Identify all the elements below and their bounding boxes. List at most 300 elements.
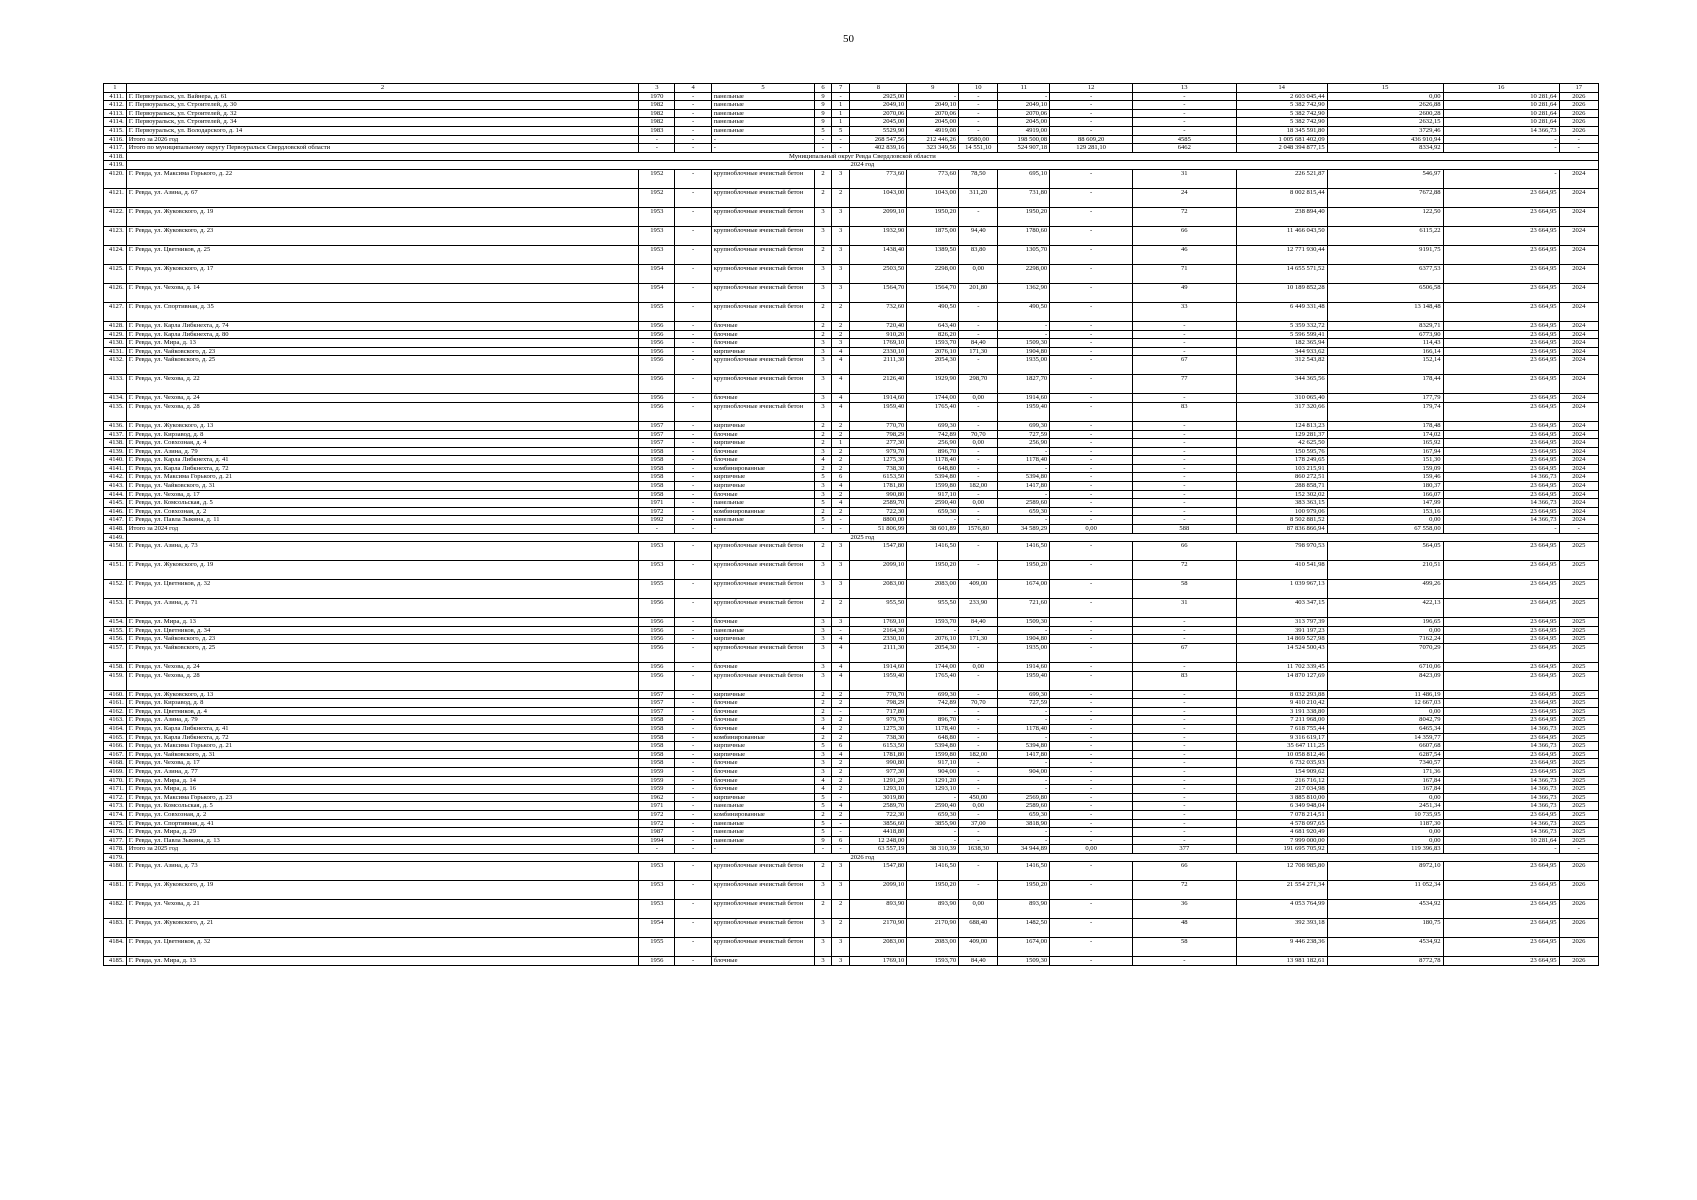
cell-yr: 2025	[1559, 819, 1598, 828]
cell-cost: 191 695 705,92	[1236, 845, 1327, 854]
cell-s5: -	[1050, 375, 1133, 394]
cell-s3: -	[959, 690, 998, 699]
cell-p: 4	[831, 482, 850, 491]
cell-s4: -	[998, 836, 1050, 845]
table-row	[104, 245, 1599, 264]
cell-r: -	[1133, 321, 1237, 330]
cell-s1: 1275,30	[850, 724, 907, 733]
cell-s1: 738,30	[850, 733, 907, 742]
cell-cost: 21 554 271,34	[1236, 881, 1327, 900]
cell-lim: 23 664,95	[1443, 881, 1559, 900]
cell-n: 4132.	[104, 356, 127, 375]
cell-pm: 2626,88	[1327, 101, 1443, 110]
cell-n: 4161.	[104, 699, 127, 708]
cell-f: 3	[815, 767, 832, 776]
cell-a: Г. Ревда, ул. Цветников, д. 34	[126, 626, 638, 635]
cell-s2: -	[907, 92, 959, 101]
cell-f: 5	[815, 742, 832, 751]
cell-s3: 84,40	[959, 339, 998, 348]
cell-s2: 2054,30	[907, 356, 959, 375]
column-number-cell: 10	[959, 84, 998, 93]
cell-s2: 2076,10	[907, 635, 959, 644]
cell-m: крупноблочные ячеистый бетон	[711, 862, 815, 881]
cell-y: 1958	[639, 750, 675, 759]
cell-a: Г. Ревда, ул. Азина, д. 67	[126, 188, 638, 207]
cell-yr: 2024	[1559, 430, 1598, 439]
cell-yr: 2025	[1559, 785, 1598, 794]
cell-p: 2	[831, 456, 850, 465]
cell-f: 9	[815, 118, 832, 127]
cell-e: -	[675, 663, 711, 672]
column-number-row	[104, 84, 1599, 93]
cell-n: 4167.	[104, 750, 127, 759]
cell-a: Г. Ревда, ул. Цветников, д. 25	[126, 245, 638, 264]
cell-f: 5	[815, 828, 832, 837]
cell-n: 4155.	[104, 626, 127, 635]
cell-r: 588	[1133, 525, 1237, 534]
cell-s2: 773,60	[907, 169, 959, 188]
cell-p: 3	[831, 862, 850, 881]
cell-m: крупноблочные ячеистый бетон	[711, 938, 815, 957]
cell-y: 1972	[639, 507, 675, 516]
cell-y: 1956	[639, 356, 675, 375]
cell-lim: 23 664,95	[1443, 402, 1559, 421]
cell-pm: 151,30	[1327, 456, 1443, 465]
cell-s1: 910,20	[850, 330, 907, 339]
cell-s2: 659,30	[907, 507, 959, 516]
cell-r: -	[1133, 707, 1237, 716]
cell-p: 4	[831, 750, 850, 759]
cell-yr: 2025	[1559, 618, 1598, 627]
table-row	[104, 135, 1599, 144]
cell-s4: 3818,90	[998, 819, 1050, 828]
cell-yr: 2024	[1559, 207, 1598, 226]
cell-s4: 1417,80	[998, 482, 1050, 491]
cell-r: -	[1133, 759, 1237, 768]
cell-n: 4172.	[104, 793, 127, 802]
cell-r: -	[1133, 793, 1237, 802]
cell-pm: 422,13	[1327, 599, 1443, 618]
table-body	[104, 84, 1599, 966]
cell-s5: -	[1050, 101, 1133, 110]
cell-r: -	[1133, 819, 1237, 828]
cell-e: -	[675, 447, 711, 456]
cell-yr: 2025	[1559, 793, 1598, 802]
cell-s3: -	[959, 724, 998, 733]
cell-r: 66	[1133, 862, 1237, 881]
cell-s1: 2925,00	[850, 92, 907, 101]
cell-a: Г. Ревда, ул. Цветников, д. 32	[126, 938, 638, 957]
cell-n: 4126.	[104, 283, 127, 302]
cell-s1: 2330,10	[850, 347, 907, 356]
cell-a: Г. Ревда, ул. Азина, д. 79	[126, 716, 638, 725]
cell-s1: 6153,50	[850, 473, 907, 482]
cell-e: -	[675, 109, 711, 118]
cell-m: крупноблочные ячеистый бетон	[711, 402, 815, 421]
cell-m: комбинированные	[711, 507, 815, 516]
cell-a: Г. Ревда, ул. Чайковского, д. 23	[126, 347, 638, 356]
cell-s2: -	[907, 707, 959, 716]
cell-lim: 23 664,95	[1443, 245, 1559, 264]
cell-p: 6	[831, 473, 850, 482]
cell-m: крупноблочные ячеистый бетон	[711, 580, 815, 599]
cell-s5: -	[1050, 109, 1133, 118]
cell-y: -	[639, 135, 675, 144]
cell-s3: -	[959, 776, 998, 785]
cell-e: -	[675, 542, 711, 561]
cell-a: Г. Ревда, ул. Азина, д. 77	[126, 767, 638, 776]
cell-s1: 2589,70	[850, 499, 907, 508]
cell-s1: 1769,10	[850, 618, 907, 627]
cell-cost: 860 272,51	[1236, 473, 1327, 482]
cell-p: 2	[831, 699, 850, 708]
housing-repair-table	[103, 83, 1599, 966]
cell-lim: 23 664,95	[1443, 394, 1559, 403]
cell-f: 3	[815, 957, 832, 966]
cell-r: 33	[1133, 302, 1237, 321]
cell-e: -	[675, 862, 711, 881]
cell-cost: 35 647 111,25	[1236, 742, 1327, 751]
cell-n: 4152.	[104, 580, 127, 599]
cell-s4: -	[998, 759, 1050, 768]
cell-cost: 3 191 338,80	[1236, 707, 1327, 716]
cell-yr: -	[1559, 135, 1598, 144]
cell-yr: 2024	[1559, 456, 1598, 465]
cell-f: 2	[815, 421, 832, 430]
cell-s4: -	[998, 330, 1050, 339]
cell-pm: 1187,30	[1327, 819, 1443, 828]
cell-r: 67	[1133, 356, 1237, 375]
cell-s3: 78,50	[959, 169, 998, 188]
cell-s2: 323 349,56	[907, 144, 959, 153]
column-number-cell: 9	[907, 84, 959, 93]
cell-m: кирпичные	[711, 439, 815, 448]
table-row	[104, 447, 1599, 456]
table-row	[104, 819, 1599, 828]
cell-r: 72	[1133, 561, 1237, 580]
cell-m: панельные	[711, 819, 815, 828]
cell-yr: 2026	[1559, 101, 1598, 110]
cell-a: Г. Ревда, ул. Мира, д. 13	[126, 957, 638, 966]
cell-p: 1	[831, 101, 850, 110]
cell-s4: 2589,60	[998, 802, 1050, 811]
cell-cost: 10 058 812,46	[1236, 750, 1327, 759]
cell-s1: 1769,10	[850, 339, 907, 348]
cell-s3: -	[959, 92, 998, 101]
cell-n: 4124.	[104, 245, 127, 264]
cell-n: 4154.	[104, 618, 127, 627]
table-row	[104, 402, 1599, 421]
cell-n: 4173.	[104, 802, 127, 811]
cell-s1: 1293,10	[850, 785, 907, 794]
cell-s5: -	[1050, 644, 1133, 663]
table-row	[104, 707, 1599, 716]
cell-r: 72	[1133, 881, 1237, 900]
cell-pm: 499,26	[1327, 580, 1443, 599]
cell-p: 2	[831, 724, 850, 733]
table-row	[104, 92, 1599, 101]
cell-s4: 699,30	[998, 690, 1050, 699]
cell-lim: 14 366,73	[1443, 473, 1559, 482]
cell-a: Г. Первоуральск, ул. Володарского, д. 14	[126, 126, 638, 135]
cell-p: 3	[831, 881, 850, 900]
cell-e: -	[675, 733, 711, 742]
cell-p: 2	[831, 430, 850, 439]
cell-cost: 6 449 331,48	[1236, 302, 1327, 321]
cell-r: -	[1133, 482, 1237, 491]
cell-a: Г. Ревда, ул. Чайковского, д. 25	[126, 644, 638, 663]
cell-s4: 1914,60	[998, 663, 1050, 672]
cell-f: 3	[815, 402, 832, 421]
cell-f: 2	[815, 690, 832, 699]
cell-s4: 1674,00	[998, 938, 1050, 957]
cell-pm: 8772,78	[1327, 957, 1443, 966]
cell-s3: 0,00	[959, 900, 998, 919]
cell-r: -	[1133, 92, 1237, 101]
cell-m: крупноблочные ячеистый бетон	[711, 188, 815, 207]
cell-s3: 14 551,10	[959, 144, 998, 153]
cell-lim: 23 664,95	[1443, 580, 1559, 599]
cell-s2: 2045,00	[907, 118, 959, 127]
column-number-cell: 7	[831, 84, 850, 93]
cell-e: -	[675, 321, 711, 330]
cell-pm: 166,07	[1327, 490, 1443, 499]
cell-r: -	[1133, 750, 1237, 759]
cell-s4: 699,30	[998, 421, 1050, 430]
cell-lim: 23 664,95	[1443, 430, 1559, 439]
cell-s1: 2083,00	[850, 580, 907, 599]
cell-pm: 0,00	[1327, 516, 1443, 525]
cell-lim: -	[1443, 525, 1559, 534]
cell-lim: 23 664,95	[1443, 283, 1559, 302]
cell-r: -	[1133, 109, 1237, 118]
cell-lim: 23 664,95	[1443, 938, 1559, 957]
cell-r: 58	[1133, 580, 1237, 599]
cell-r: -	[1133, 394, 1237, 403]
cell-p: 2	[831, 810, 850, 819]
cell-pm: 180,37	[1327, 482, 1443, 491]
cell-s1: 268 547,56	[850, 135, 907, 144]
cell-m: комбинированные	[711, 733, 815, 742]
table-row	[104, 456, 1599, 465]
cell-s2: -	[907, 626, 959, 635]
cell-p: 4	[831, 635, 850, 644]
cell-s1: 738,30	[850, 464, 907, 473]
cell-n: 4181.	[104, 881, 127, 900]
cell-cost: 150 595,76	[1236, 447, 1327, 456]
cell-yr: 2024	[1559, 421, 1598, 430]
cell-y: 1957	[639, 430, 675, 439]
cell-s2: 1765,40	[907, 671, 959, 690]
cell-cost: 4 681 920,49	[1236, 828, 1327, 837]
cell-s4: 904,00	[998, 767, 1050, 776]
table-row	[104, 776, 1599, 785]
cell-m: -	[711, 135, 815, 144]
cell-cost: 217 034,98	[1236, 785, 1327, 794]
cell-cost: 154 909,62	[1236, 767, 1327, 776]
section-title-cell: 2024 год	[126, 161, 1598, 170]
cell-pm: 159,09	[1327, 464, 1443, 473]
cell-s2: 648,80	[907, 733, 959, 742]
cell-s1: 773,60	[850, 169, 907, 188]
cell-p: 2	[831, 716, 850, 725]
cell-s5: -	[1050, 188, 1133, 207]
cell-e: -	[675, 716, 711, 725]
cell-r: -	[1133, 473, 1237, 482]
table-row	[104, 421, 1599, 430]
cell-e: -	[675, 690, 711, 699]
cell-s1: 955,50	[850, 599, 907, 618]
cell-pm: 122,50	[1327, 207, 1443, 226]
cell-cost: 5 596 599,41	[1236, 330, 1327, 339]
cell-cost: 5 382 742,90	[1236, 118, 1327, 127]
column-number-cell: 17	[1559, 84, 1598, 93]
cell-s4: -	[998, 716, 1050, 725]
cell-r: -	[1133, 464, 1237, 473]
cell-pm: 114,43	[1327, 339, 1443, 348]
cell-lim: 23 664,95	[1443, 759, 1559, 768]
cell-yr: 2024	[1559, 490, 1598, 499]
cell-a: Г. Ревда, ул. Максима Горького, д. 23	[126, 793, 638, 802]
cell-n: 4121.	[104, 188, 127, 207]
cell-s5: -	[1050, 264, 1133, 283]
cell-lim: 23 664,95	[1443, 347, 1559, 356]
cell-m: панельные	[711, 92, 815, 101]
cell-cost: 313 797,39	[1236, 618, 1327, 627]
cell-s3: -	[959, 302, 998, 321]
cell-s2: 1564,70	[907, 283, 959, 302]
cell-yr: 2025	[1559, 690, 1598, 699]
cell-s5: -	[1050, 663, 1133, 672]
cell-p: -	[831, 793, 850, 802]
table-row	[104, 226, 1599, 245]
cell-r: 77	[1133, 375, 1237, 394]
cell-s4: 1509,30	[998, 618, 1050, 627]
table-row	[104, 561, 1599, 580]
cell-n: 4144.	[104, 490, 127, 499]
cell-p: 3	[831, 938, 850, 957]
cell-s5: -	[1050, 957, 1133, 966]
cell-y: 1956	[639, 339, 675, 348]
cell-m: крупноблочные ячеистый бетон	[711, 245, 815, 264]
cell-y: 1955	[639, 302, 675, 321]
cell-yr: 2024	[1559, 473, 1598, 482]
cell-a: Г. Ревда, ул. Максима Горького, д. 21	[126, 473, 638, 482]
cell-lim: 23 664,95	[1443, 507, 1559, 516]
cell-r: 31	[1133, 169, 1237, 188]
cell-s3: -	[959, 490, 998, 499]
cell-f: 2	[815, 733, 832, 742]
table-row	[104, 663, 1599, 672]
cell-y: 1956	[639, 375, 675, 394]
cell-s5: -	[1050, 599, 1133, 618]
cell-pm: 6710,06	[1327, 663, 1443, 672]
cell-p: -	[831, 707, 850, 716]
cell-s5: -	[1050, 456, 1133, 465]
cell-s1: 720,40	[850, 321, 907, 330]
cell-lim: 23 664,95	[1443, 226, 1559, 245]
cell-y: 1953	[639, 245, 675, 264]
cell-pm: 0,00	[1327, 626, 1443, 635]
cell-e: -	[675, 635, 711, 644]
table-row	[104, 699, 1599, 708]
cell-s2: 2070,06	[907, 109, 959, 118]
cell-r: -	[1133, 957, 1237, 966]
cell-n: 4170.	[104, 776, 127, 785]
cell-s4: 1950,20	[998, 561, 1050, 580]
row-number-cell: 4119.	[104, 161, 127, 170]
cell-s2: 742,89	[907, 699, 959, 708]
cell-s1: 990,80	[850, 759, 907, 768]
cell-s4: 5394,80	[998, 742, 1050, 751]
cell-pm: 2632,15	[1327, 118, 1443, 127]
cell-m: кирпичные	[711, 482, 815, 491]
cell-s1: 8800,00	[850, 516, 907, 525]
cell-s5: -	[1050, 430, 1133, 439]
cell-pm: 436 910,94	[1327, 135, 1443, 144]
cell-y: 1957	[639, 439, 675, 448]
cell-y: 1953	[639, 881, 675, 900]
cell-cost: 226 521,87	[1236, 169, 1327, 188]
cell-m: блочные	[711, 618, 815, 627]
cell-e: -	[675, 580, 711, 599]
section-title-cell: 2025 год	[126, 533, 1598, 542]
cell-pm: 564,05	[1327, 542, 1443, 561]
cell-s1: 979,70	[850, 716, 907, 725]
table-row	[104, 499, 1599, 508]
cell-f: 5	[815, 819, 832, 828]
cell-e: -	[675, 464, 711, 473]
cell-s5: -	[1050, 750, 1133, 759]
cell-pm: 210,51	[1327, 561, 1443, 580]
cell-pm: 147,99	[1327, 499, 1443, 508]
cell-y: 1953	[639, 226, 675, 245]
cell-cost: 11 702 339,45	[1236, 663, 1327, 672]
cell-r: -	[1133, 733, 1237, 742]
table-row	[104, 375, 1599, 394]
cell-lim: 23 664,95	[1443, 699, 1559, 708]
cell-e: -	[675, 516, 711, 525]
cell-s1: 4418,80	[850, 828, 907, 837]
cell-f: 3	[815, 663, 832, 672]
cell-pm: 8423,09	[1327, 671, 1443, 690]
cell-a: Г. Ревда, ул. Чехова, д. 28	[126, 402, 638, 421]
cell-e: -	[675, 330, 711, 339]
table-row	[104, 188, 1599, 207]
cell-f: 3	[815, 580, 832, 599]
cell-yr: 2024	[1559, 283, 1598, 302]
cell-f: 3	[815, 226, 832, 245]
cell-s1: 2099,10	[850, 881, 907, 900]
table-row	[104, 742, 1599, 751]
cell-p: 2	[831, 464, 850, 473]
cell-s1: 6153,50	[850, 742, 907, 751]
cell-s1: 2170,90	[850, 919, 907, 938]
cell-a: Г. Ревда, ул. Жуковского, д. 13	[126, 690, 638, 699]
cell-r: -	[1133, 507, 1237, 516]
cell-cost: 238 894,40	[1236, 207, 1327, 226]
cell-s1: 51 806,99	[850, 525, 907, 534]
cell-m: крупноблочные ячеистый бетон	[711, 900, 815, 919]
cell-yr: 2025	[1559, 836, 1598, 845]
cell-p: 3	[831, 561, 850, 580]
cell-s1: 5529,90	[850, 126, 907, 135]
cell-p: 2	[831, 421, 850, 430]
cell-m: панельные	[711, 499, 815, 508]
cell-cost: 18 345 591,80	[1236, 126, 1327, 135]
cell-lim: 23 664,95	[1443, 810, 1559, 819]
cell-s3: -	[959, 464, 998, 473]
